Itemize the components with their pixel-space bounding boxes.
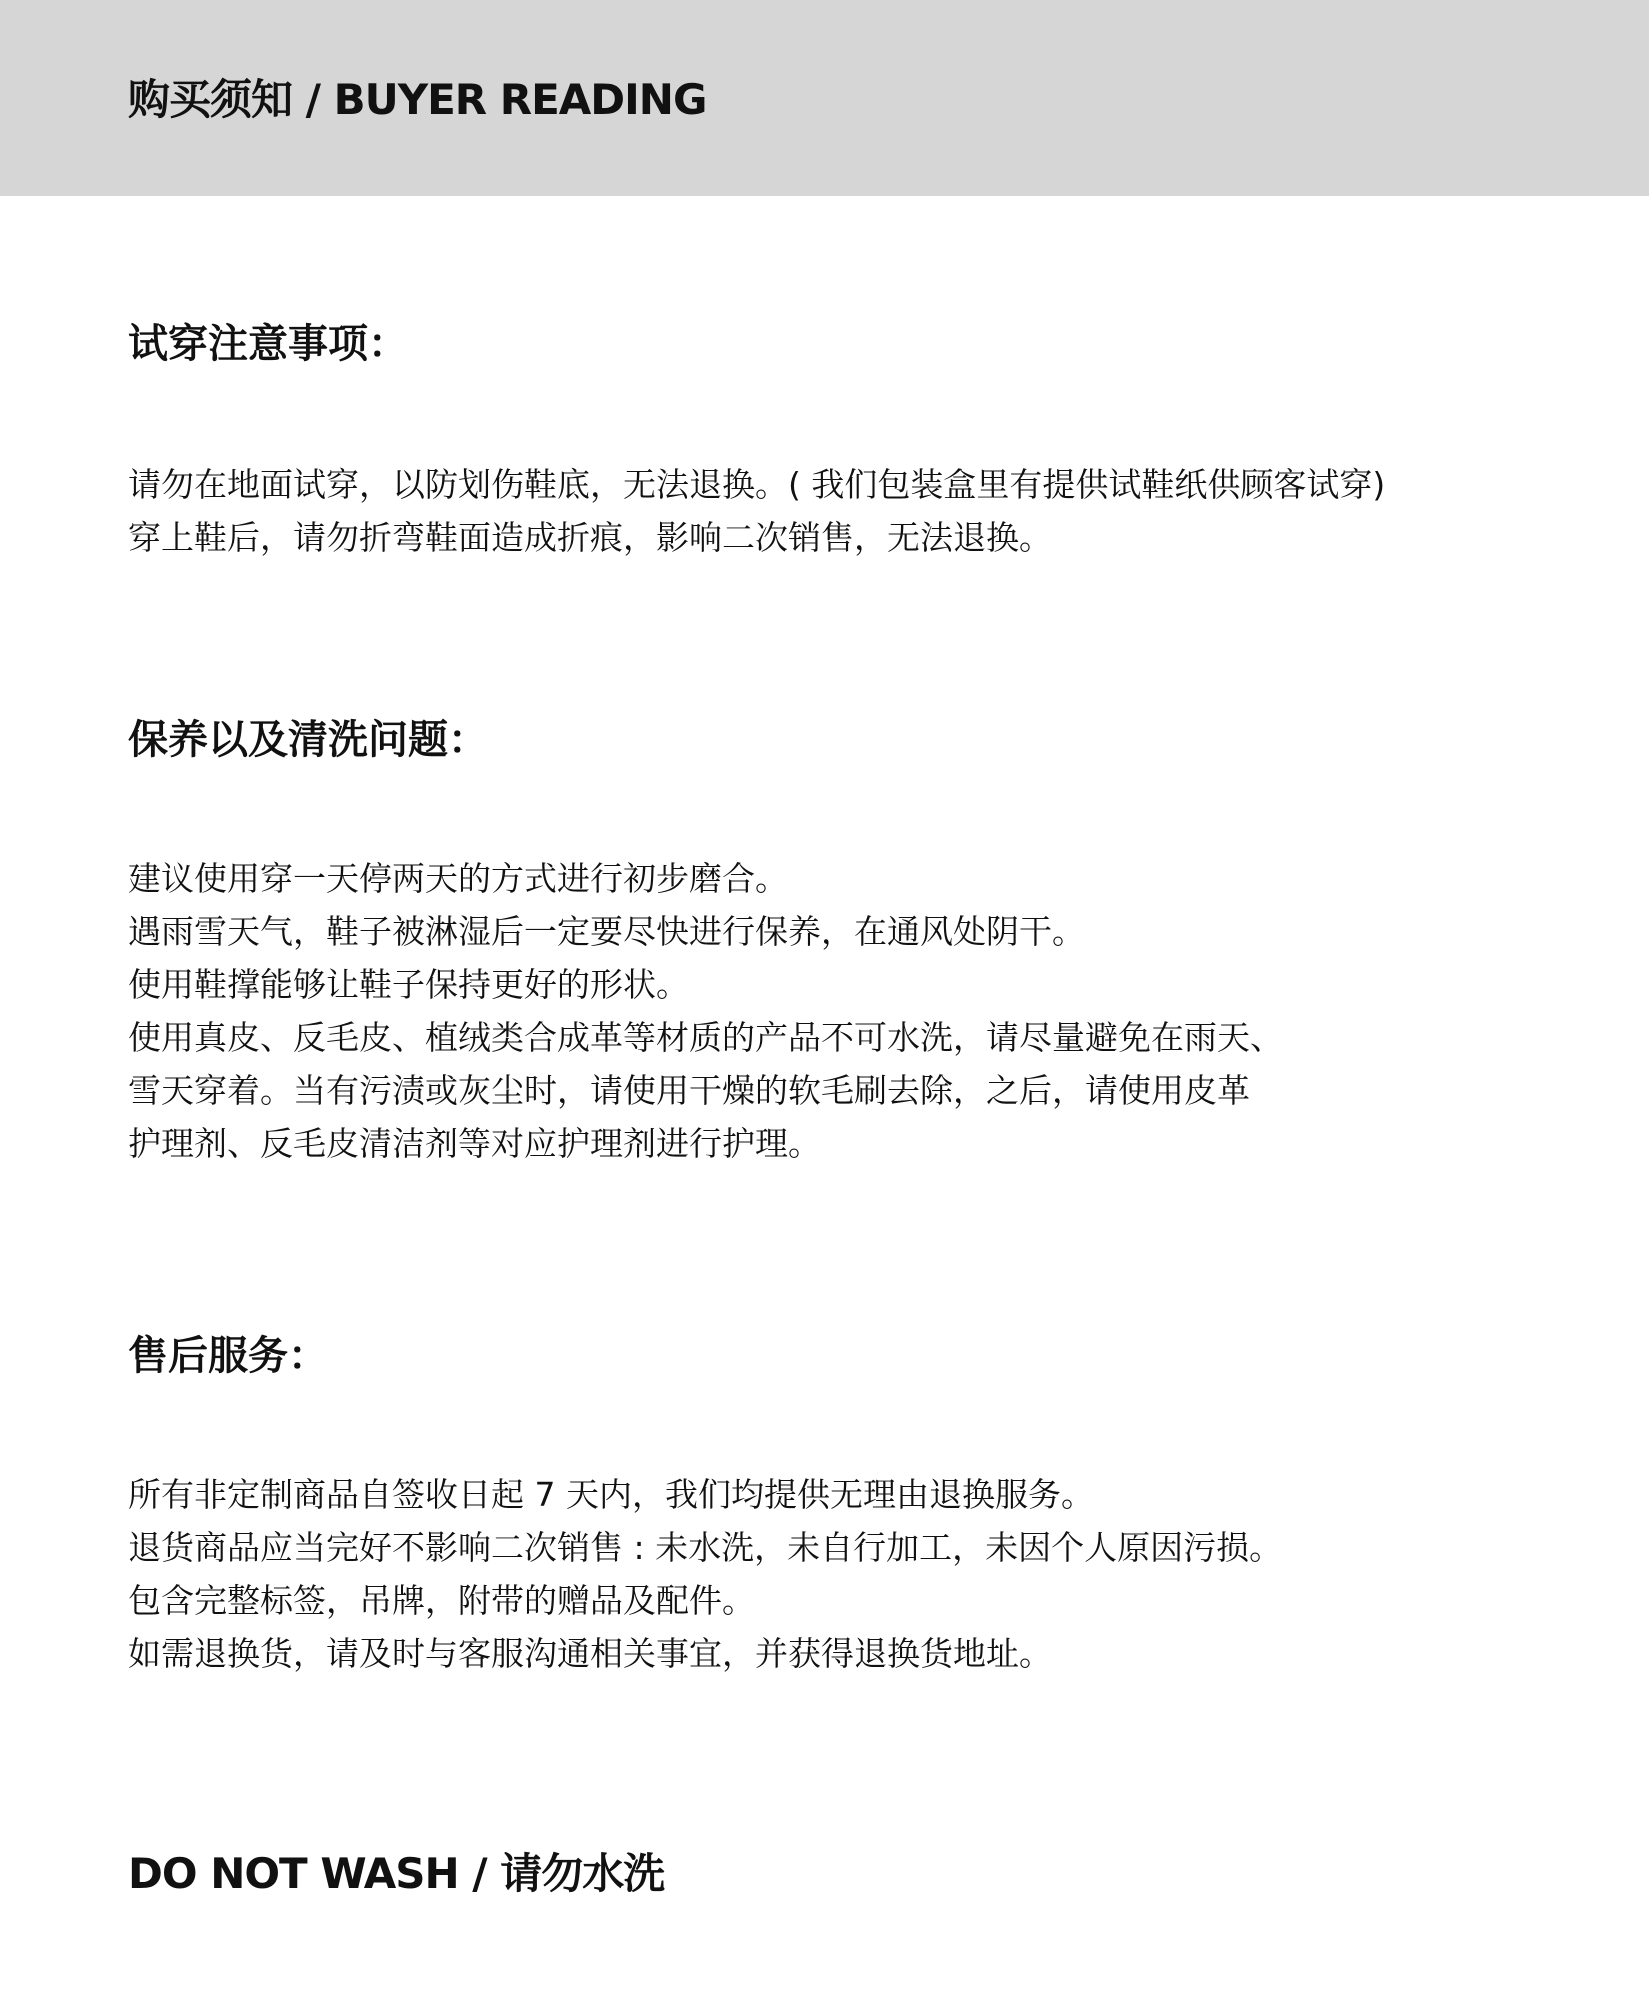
body-line: 遇雨雪天气，鞋子被淋湿后一定要尽快进行保养，在通风处阴干。: [128, 912, 1085, 951]
do-not-wash-title: DO NOT WASH / 请勿水洗: [128, 1849, 665, 1898]
header-band: [0, 0, 1649, 196]
section-body: [128, 852, 1548, 1170]
page-title: 购买须知 / BUYER READING: [128, 75, 707, 124]
body-line: 穿上鞋后，请勿折弯鞋面造成折痕，影响二次销售，无法退换。: [128, 518, 1052, 557]
section-after-sales: [128, 1328, 1548, 1680]
body-line: 使用真皮、反毛皮、植绒类合成革等材质的产品不可水洗，请尽量避免在雨天、: [128, 1018, 1283, 1057]
body-line: 如需退换货，请及时与客服沟通相关事宜，并获得退换货地址。: [128, 1634, 1052, 1673]
section-fitting-notes: [128, 316, 1548, 564]
body-line: 建议使用穿一天停两天的方式进行初步磨合。: [128, 859, 788, 898]
body-line: 雪天穿着。当有污渍或灰尘时，请使用干燥的软毛刷去除，之后，请使用皮革: [128, 1071, 1250, 1110]
body-line: 护理剂、反毛皮清洁剂等对应护理剂进行护理。: [128, 1124, 821, 1163]
section-body: [128, 1468, 1548, 1680]
section-heading: 售后服务：: [128, 1333, 328, 1379]
body-line: 退货商品应当完好不影响二次销售 : 未水洗，未自行加工，未因个人原因污损。: [128, 1528, 1283, 1567]
body-line: 请勿在地面试穿，以防划伤鞋底，无法退换。( 我们包装盒里有提供试鞋纸供顾客试穿): [128, 465, 1386, 504]
body-line: 包含完整标签，吊牌，附带的赠品及配件。: [128, 1581, 755, 1620]
body-line: 使用鞋撑能够让鞋子保持更好的形状。: [128, 965, 689, 1004]
body-line: 所有非定制商品自签收日起 7 天内，我们均提供无理由退换服务。: [128, 1475, 1094, 1514]
section-care-cleaning: [128, 712, 1548, 1170]
section-heading: 保养以及清洗问题：: [128, 717, 488, 763]
section-body: [128, 458, 1548, 564]
section-heading: 试穿注意事项：: [128, 321, 408, 367]
